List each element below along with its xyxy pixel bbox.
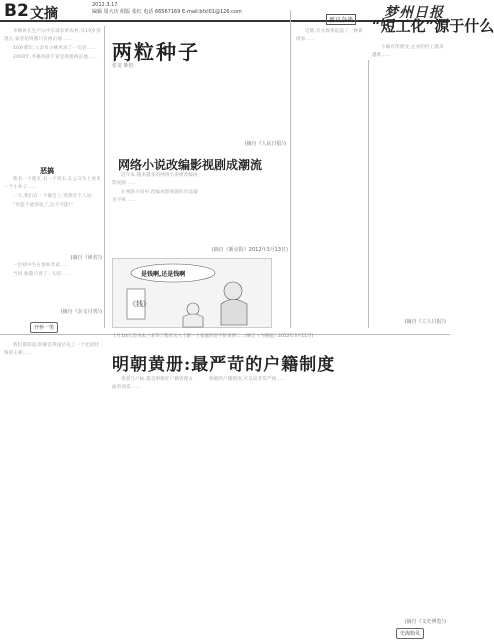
column-tag: 史海拾贝 (396, 628, 424, 639)
issue-date: 2012.3.17 (92, 2, 118, 8)
article-short-source: (摘自《工人日报》) (404, 319, 446, 325)
paragraph: 10岁那年,父亲对小桃风说了一句话...... (13, 46, 97, 51)
editorial-cartoon (112, 258, 272, 328)
article-prank-source: (摘自《读者》) (70, 255, 102, 261)
column-tag: 新议杂谈 (326, 14, 356, 25)
column-divider (290, 10, 291, 328)
paragraph: 在网络小说中,改编成影视剧的作品屡见不鲜...... (112, 190, 198, 203)
cartoon-bubble: 是钱啊,还是钱啊 (141, 271, 186, 278)
cartoon-sign: 《钱》 (129, 300, 150, 308)
article-prank-body (4, 176, 102, 250)
article-short-body-left (296, 28, 366, 318)
column-divider (104, 26, 105, 328)
article-yellow-body-right1 (200, 376, 290, 632)
paragraph: 李桃风在生产山中东部长的农村,从19岁到现在,家里始终都只有两亩地...... (4, 29, 101, 42)
article-seeds-body (112, 70, 196, 140)
article-seeds-body-right (198, 30, 288, 140)
paragraph: 明朝的户籍制度,可以说非常严格...... (209, 377, 287, 382)
article-novel-body-left (112, 172, 198, 254)
article-seeds-source: (摘自《人民日报》) (244, 141, 286, 147)
paragraph: 黄册与户帖,都是明朝在户籍管理方面的创造...... (112, 377, 194, 390)
section-title: 文摘 (30, 6, 58, 22)
issue-meta (92, 2, 242, 16)
paragraph: 近期,有关媒体报道了一种新现象...... (296, 29, 364, 42)
article-yellow-body-mid (112, 376, 196, 632)
column-tag: 开怀一笑 (30, 322, 58, 333)
article-short-title: “短工化”源于什么 (372, 17, 494, 35)
article-novel-title: 网络小说改编影视剧成潮流 (118, 158, 263, 172)
paragraph: 我有一个朋友,有一个周末,在公交车上看见一个小伙子...... (4, 177, 101, 190)
newspaper-name: 梦州日报 (384, 5, 444, 21)
paragraph: 我们都知道,明朝是我国历史上一个比较特殊的王朝...... (4, 343, 100, 356)
paragraph: 2000年,李桃风接手家里的那两亩地...... (13, 55, 98, 60)
paragraph: 近年来,越来越多的网络小说被改编成影视剧...... (112, 173, 198, 186)
article-yellow-body-left (4, 342, 102, 632)
editor-contact: 编辑 周大庆 组版 张红 电话 66567169 E-mail:bfxl01@126.com (92, 9, 242, 15)
page-number: B2 (4, 1, 29, 21)
article-story-source: (摘自《杂文月刊》) (60, 309, 102, 315)
paragraph: 小编有所感受,企业的招工越来越难...... (372, 45, 444, 58)
article-yellow-title: 明朝黄册:最严苛的户籍制度 (112, 355, 336, 375)
article-short-body-right (372, 44, 446, 318)
article-seeds-title: 两粒种子 (112, 40, 200, 64)
paragraph: 一天,我们在一个聚会上,突然有个人说: (13, 194, 94, 199)
cartoon-illustration (113, 259, 273, 329)
article-novel-body-right (200, 172, 288, 244)
article-yellow-source: (摘自《文史博览》) (404, 619, 446, 625)
column-divider (368, 60, 369, 328)
article-novel-source: (摘自《新京报》2012年3月13日) (211, 247, 288, 253)
article-prank-title: 恶搞 (40, 167, 54, 175)
cartoon-caption: 上月10日,是央本三来等工程有关人士跟一个家庭的是不好说得......(摘自《今晚报》2012年3月11日) (112, 334, 314, 339)
article-yellow-body-right2 (294, 376, 368, 622)
paragraph: “你能不能别说了,这不可能!” (13, 203, 74, 208)
article-seeds-byline: 张龙 陈恒 (112, 63, 134, 69)
article-yellow-body-right3 (372, 342, 446, 616)
paragraph: 当时,他随口说了一句话...... (13, 272, 72, 277)
article-seeds-body-top (4, 28, 102, 160)
paragraph: 一位初中生在参加考试...... (13, 263, 70, 268)
